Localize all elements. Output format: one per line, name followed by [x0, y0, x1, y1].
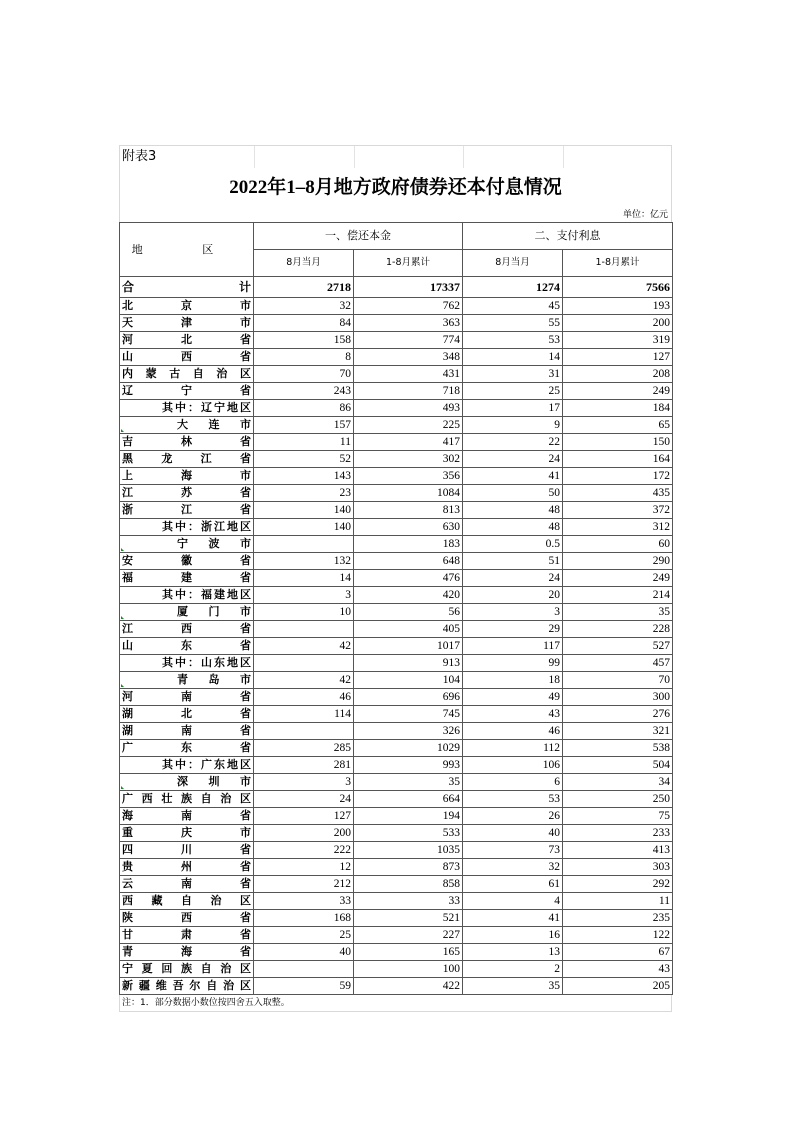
principal-cumulative-cell: 533 — [354, 825, 463, 842]
cell-comment-marker — [121, 616, 124, 619]
principal-cumulative-cell: 762 — [354, 298, 463, 315]
region-name: 青岛市 — [120, 672, 254, 689]
grid-line — [563, 146, 564, 168]
interest-cumulative-cell: 205 — [563, 978, 673, 995]
principal-cumulative-cell: 648 — [354, 553, 463, 570]
region-name: 辽宁省 — [120, 383, 254, 400]
principal-cumulative-cell: 476 — [354, 570, 463, 587]
interest-cumulative-cell: 457 — [563, 655, 673, 672]
table-row — [120, 298, 673, 315]
table-row — [120, 604, 673, 621]
principal-cumulative-cell: 225 — [354, 417, 463, 434]
table-row — [120, 876, 673, 893]
total-row — [120, 277, 673, 298]
interest-cumulative-cell: 67 — [563, 944, 673, 961]
interest-month-cell: 13 — [463, 944, 563, 961]
grid-line — [463, 146, 464, 168]
region-name: 重庆市 — [120, 825, 254, 842]
interest-cumulative-cell: 122 — [563, 927, 673, 944]
principal-cumulative-cell: 405 — [354, 621, 463, 638]
interest-cumulative-cell: 290 — [563, 553, 673, 570]
table-row — [120, 655, 673, 672]
interest-cumulative-cell: 193 — [563, 298, 673, 315]
principal-month-cell: 200 — [254, 825, 354, 842]
table-row — [120, 791, 673, 808]
principal-month-cell: 84 — [254, 315, 354, 332]
region-name: 陕西省 — [120, 910, 254, 927]
principal-cumulative-cell: 1029 — [354, 740, 463, 757]
principal-month-cell: 168 — [254, 910, 354, 927]
principal-month-cell: 140 — [254, 502, 354, 519]
footnote: 注：1．部分数据小数位按四舍五入取整。 — [119, 995, 672, 1012]
table-row — [120, 485, 673, 502]
interest-cumulative-cell: 200 — [563, 315, 673, 332]
cell-comment-marker — [121, 548, 124, 551]
principal-cumulative-cell: 774 — [354, 332, 463, 349]
principal-cumulative-cell: 858 — [354, 876, 463, 893]
principal-month-cell: 42 — [254, 638, 354, 655]
principal-cumulative-cell: 1035 — [354, 842, 463, 859]
principal-month-cell: 140 — [254, 519, 354, 536]
table-row — [120, 978, 673, 995]
table-row — [120, 893, 673, 910]
region-name: 云南省 — [120, 876, 254, 893]
interest-month-cell: 45 — [463, 298, 563, 315]
region-name: 吉林省 — [120, 434, 254, 451]
interest-cumulative-cell: 11 — [563, 893, 673, 910]
principal-month-cell — [254, 961, 354, 978]
interest-month-cell: 49 — [463, 689, 563, 706]
table-row — [120, 774, 673, 791]
interest-cumulative-cell: 504 — [563, 757, 673, 774]
interest-month-cell: 117 — [463, 638, 563, 655]
interest-month-cell: 61 — [463, 876, 563, 893]
table-row — [120, 366, 673, 383]
principal-cumulative-cell: 227 — [354, 927, 463, 944]
principal-month-cell: 222 — [254, 842, 354, 859]
interest-month-cell: 17 — [463, 400, 563, 417]
interest-month-cell: 48 — [463, 519, 563, 536]
principal-month-cell: 25 — [254, 927, 354, 944]
interest-month-cell: 51 — [463, 553, 563, 570]
region-name: 安徽省 — [120, 553, 254, 570]
principal-cumulative-cell: 1017 — [354, 638, 463, 655]
appendix-label: 附表3 — [122, 149, 157, 164]
interest-cumulative-cell: 65 — [563, 417, 673, 434]
principal-month-cell: 212 — [254, 876, 354, 893]
principal-month-cell — [254, 536, 354, 553]
principal-month-cell: 32 — [254, 298, 354, 315]
interest-month-cell: 41 — [463, 910, 563, 927]
interest-month-cell: 35 — [463, 978, 563, 995]
region-rows — [120, 298, 673, 995]
region-name: 贵州省 — [120, 859, 254, 876]
principal-month-cell: 52 — [254, 451, 354, 468]
region-name: 海南省 — [120, 808, 254, 825]
principal-cumulative-cell: 431 — [354, 366, 463, 383]
principal-month-cell: 3 — [254, 774, 354, 791]
interest-cumulative-cell: 435 — [563, 485, 673, 502]
table-row — [120, 825, 673, 842]
interest-month-cell: 53 — [463, 791, 563, 808]
region-name: 四川省 — [120, 842, 254, 859]
interest-month-cell: 50 — [463, 485, 563, 502]
interest-month-header: 8月当月 — [463, 250, 563, 277]
interest-cumulative-cell: 127 — [563, 349, 673, 366]
interest-cumulative-cell: 300 — [563, 689, 673, 706]
table-row — [120, 553, 673, 570]
principal-cumulative-cell: 100 — [354, 961, 463, 978]
interest-cumulative-cell: 233 — [563, 825, 673, 842]
interest-month-cell: 32 — [463, 859, 563, 876]
principal-month-cell: 11 — [254, 434, 354, 451]
principal-cumulative-cell: 521 — [354, 910, 463, 927]
page-title: 2022年1–8月地方政府债券还本付息情况 — [119, 168, 672, 208]
table-row — [120, 451, 673, 468]
region-name: 新疆维吾尔自治区 — [120, 978, 254, 995]
interest-month-cell: 24 — [463, 570, 563, 587]
debt-table-sheet — [119, 145, 672, 1012]
interest-month-cell: 55 — [463, 315, 563, 332]
interest-cumulative-cell: 292 — [563, 876, 673, 893]
interest-cumulative-cell: 34 — [563, 774, 673, 791]
principal-month-cell — [254, 723, 354, 740]
region-name: 其中：福建地区 — [120, 587, 254, 604]
interest-cumulative-cell: 249 — [563, 383, 673, 400]
table-row — [120, 910, 673, 927]
interest-cumulative-cell: 208 — [563, 366, 673, 383]
table-row — [120, 587, 673, 604]
principal-month-cell: 42 — [254, 672, 354, 689]
region-name: 江苏省 — [120, 485, 254, 502]
principal-month-cell: 3 — [254, 587, 354, 604]
region-name: 其中：浙江地区 — [120, 519, 254, 536]
region-name: 河南省 — [120, 689, 254, 706]
principal-month-cell: 8 — [254, 349, 354, 366]
interest-group-header: 二、支付利息 — [463, 223, 673, 250]
table-row — [120, 621, 673, 638]
principal-month-cell: 46 — [254, 689, 354, 706]
interest-cumulative-cell: 43 — [563, 961, 673, 978]
cell-comment-marker — [121, 684, 124, 687]
table-row — [120, 638, 673, 655]
principal-cumulative-cell: 348 — [354, 349, 463, 366]
interest-month-cell: 40 — [463, 825, 563, 842]
region-name: 深圳市 — [120, 774, 254, 791]
table-row — [120, 723, 673, 740]
table-row — [120, 961, 673, 978]
region-name: 大连市 — [120, 417, 254, 434]
principal-cumulative-cell: 356 — [354, 468, 463, 485]
table-row — [120, 689, 673, 706]
interest-month-cell: 3 — [463, 604, 563, 621]
total-principal-cumulative: 17337 — [354, 277, 463, 298]
table-row — [120, 536, 673, 553]
region-name: 山西省 — [120, 349, 254, 366]
table-row — [120, 519, 673, 536]
region-name: 福建省 — [120, 570, 254, 587]
interest-month-cell: 25 — [463, 383, 563, 400]
interest-cumulative-header: 1-8月累计 — [563, 250, 673, 277]
interest-month-cell: 43 — [463, 706, 563, 723]
interest-month-cell: 20 — [463, 587, 563, 604]
region-name: 其中：辽宁地区 — [120, 400, 254, 417]
region-name: 宁夏回族自治区 — [120, 961, 254, 978]
interest-month-cell: 6 — [463, 774, 563, 791]
principal-month-cell: 281 — [254, 757, 354, 774]
table-row — [120, 434, 673, 451]
principal-month-cell: 114 — [254, 706, 354, 723]
interest-cumulative-cell: 184 — [563, 400, 673, 417]
principal-month-cell: 12 — [254, 859, 354, 876]
region-name: 其中：广东地区 — [120, 757, 254, 774]
cell-comment-marker — [121, 429, 124, 432]
table-row — [120, 383, 673, 400]
interest-cumulative-cell: 413 — [563, 842, 673, 859]
principal-month-cell: 59 — [254, 978, 354, 995]
interest-month-cell: 26 — [463, 808, 563, 825]
interest-month-cell: 16 — [463, 927, 563, 944]
interest-month-cell: 106 — [463, 757, 563, 774]
interest-cumulative-cell: 75 — [563, 808, 673, 825]
unit-label: 单位：亿元 — [119, 208, 672, 222]
principal-cumulative-cell: 913 — [354, 655, 463, 672]
region-name: 广西壮族自治区 — [120, 791, 254, 808]
interest-month-cell: 4 — [463, 893, 563, 910]
principal-cumulative-header: 1-8月累计 — [354, 250, 463, 277]
interest-cumulative-cell: 321 — [563, 723, 673, 740]
principal-month-cell: 132 — [254, 553, 354, 570]
principal-cumulative-cell: 363 — [354, 315, 463, 332]
principal-cumulative-cell: 165 — [354, 944, 463, 961]
interest-cumulative-cell: 319 — [563, 332, 673, 349]
table-row — [120, 842, 673, 859]
region-name: 上海市 — [120, 468, 254, 485]
principal-month-cell: 158 — [254, 332, 354, 349]
principal-cumulative-cell: 194 — [354, 808, 463, 825]
interest-cumulative-cell: 150 — [563, 434, 673, 451]
grid-line — [254, 146, 255, 168]
cell-comment-marker — [121, 786, 124, 789]
principal-cumulative-cell: 630 — [354, 519, 463, 536]
interest-cumulative-cell: 249 — [563, 570, 673, 587]
region-name: 西藏自治区 — [120, 893, 254, 910]
table-row — [120, 944, 673, 961]
total-interest-month: 1274 — [463, 277, 563, 298]
table-row — [120, 672, 673, 689]
principal-month-cell: 127 — [254, 808, 354, 825]
region-name: 黑龙江省 — [120, 451, 254, 468]
principal-month-cell: 33 — [254, 893, 354, 910]
interest-month-cell: 46 — [463, 723, 563, 740]
appendix-label-row — [119, 145, 672, 168]
table-row — [120, 859, 673, 876]
principal-month-cell: 23 — [254, 485, 354, 502]
principal-cumulative-cell: 104 — [354, 672, 463, 689]
interest-month-cell: 29 — [463, 621, 563, 638]
interest-month-cell: 73 — [463, 842, 563, 859]
total-principal-month: 2718 — [254, 277, 354, 298]
region-header: 地 区 — [120, 223, 254, 277]
principal-cumulative-cell: 718 — [354, 383, 463, 400]
interest-cumulative-cell: 172 — [563, 468, 673, 485]
interest-cumulative-cell: 276 — [563, 706, 673, 723]
interest-month-cell: 99 — [463, 655, 563, 672]
total-interest-cumulative: 7566 — [563, 277, 673, 298]
debt-repayment-table — [119, 222, 673, 995]
principal-month-cell: 14 — [254, 570, 354, 587]
principal-month-cell — [254, 621, 354, 638]
region-name: 天津市 — [120, 315, 254, 332]
table-row — [120, 757, 673, 774]
region-name: 甘肃省 — [120, 927, 254, 944]
principal-cumulative-cell: 422 — [354, 978, 463, 995]
interest-cumulative-cell: 538 — [563, 740, 673, 757]
principal-cumulative-cell: 696 — [354, 689, 463, 706]
principal-cumulative-cell: 813 — [354, 502, 463, 519]
principal-cumulative-cell: 33 — [354, 893, 463, 910]
principal-month-cell: 157 — [254, 417, 354, 434]
region-name: 北京市 — [120, 298, 254, 315]
region-name: 宁波市 — [120, 536, 254, 553]
table-row — [120, 315, 673, 332]
principal-cumulative-cell: 417 — [354, 434, 463, 451]
region-name: 厦门市 — [120, 604, 254, 621]
region-name: 山东省 — [120, 638, 254, 655]
interest-month-cell: 22 — [463, 434, 563, 451]
principal-month-cell: 10 — [254, 604, 354, 621]
principal-month-cell: 86 — [254, 400, 354, 417]
principal-month-cell: 143 — [254, 468, 354, 485]
region-name: 江西省 — [120, 621, 254, 638]
principal-cumulative-cell: 993 — [354, 757, 463, 774]
grid-line — [354, 146, 355, 168]
interest-month-cell: 0.5 — [463, 536, 563, 553]
interest-cumulative-cell: 303 — [563, 859, 673, 876]
interest-cumulative-cell: 164 — [563, 451, 673, 468]
interest-cumulative-cell: 60 — [563, 536, 673, 553]
region-name: 湖南省 — [120, 723, 254, 740]
interest-month-cell: 14 — [463, 349, 563, 366]
interest-cumulative-cell: 214 — [563, 587, 673, 604]
principal-month-cell: 243 — [254, 383, 354, 400]
region-name: 广东省 — [120, 740, 254, 757]
region-name: 其中：山东地区 — [120, 655, 254, 672]
table-row — [120, 706, 673, 723]
interest-month-cell: 2 — [463, 961, 563, 978]
principal-month-cell: 285 — [254, 740, 354, 757]
interest-cumulative-cell: 228 — [563, 621, 673, 638]
interest-month-cell: 48 — [463, 502, 563, 519]
interest-month-cell: 9 — [463, 417, 563, 434]
interest-month-cell: 31 — [463, 366, 563, 383]
region-name: 青海省 — [120, 944, 254, 961]
principal-cumulative-cell: 302 — [354, 451, 463, 468]
principal-cumulative-cell: 183 — [354, 536, 463, 553]
principal-cumulative-cell: 493 — [354, 400, 463, 417]
principal-month-header: 8月当月 — [254, 250, 354, 277]
table-row — [120, 349, 673, 366]
table-row — [120, 332, 673, 349]
interest-cumulative-cell: 35 — [563, 604, 673, 621]
principal-group-header: 一、偿还本金 — [254, 223, 463, 250]
table-row — [120, 468, 673, 485]
interest-cumulative-cell: 312 — [563, 519, 673, 536]
principal-month-cell — [254, 655, 354, 672]
principal-cumulative-cell: 664 — [354, 791, 463, 808]
principal-cumulative-cell: 56 — [354, 604, 463, 621]
interest-cumulative-cell: 235 — [563, 910, 673, 927]
table-row — [120, 927, 673, 944]
interest-cumulative-cell: 372 — [563, 502, 673, 519]
interest-cumulative-cell: 250 — [563, 791, 673, 808]
table-row — [120, 502, 673, 519]
principal-cumulative-cell: 35 — [354, 774, 463, 791]
table-row — [120, 400, 673, 417]
table-row — [120, 570, 673, 587]
interest-cumulative-cell: 70 — [563, 672, 673, 689]
principal-cumulative-cell: 745 — [354, 706, 463, 723]
principal-cumulative-cell: 326 — [354, 723, 463, 740]
region-name: 浙江省 — [120, 502, 254, 519]
principal-month-cell: 24 — [254, 791, 354, 808]
interest-cumulative-cell: 527 — [563, 638, 673, 655]
principal-cumulative-cell: 873 — [354, 859, 463, 876]
interest-month-cell: 112 — [463, 740, 563, 757]
principal-cumulative-cell: 420 — [354, 587, 463, 604]
region-name: 湖北省 — [120, 706, 254, 723]
region-name: 河北省 — [120, 332, 254, 349]
table-row — [120, 808, 673, 825]
principal-cumulative-cell: 1084 — [354, 485, 463, 502]
interest-month-cell: 53 — [463, 332, 563, 349]
interest-month-cell: 41 — [463, 468, 563, 485]
region-name: 内蒙古自治区 — [120, 366, 254, 383]
total-label: 合计 — [120, 277, 254, 298]
principal-month-cell: 40 — [254, 944, 354, 961]
principal-month-cell: 70 — [254, 366, 354, 383]
table-row — [120, 417, 673, 434]
interest-month-cell: 24 — [463, 451, 563, 468]
interest-month-cell: 18 — [463, 672, 563, 689]
table-row — [120, 740, 673, 757]
